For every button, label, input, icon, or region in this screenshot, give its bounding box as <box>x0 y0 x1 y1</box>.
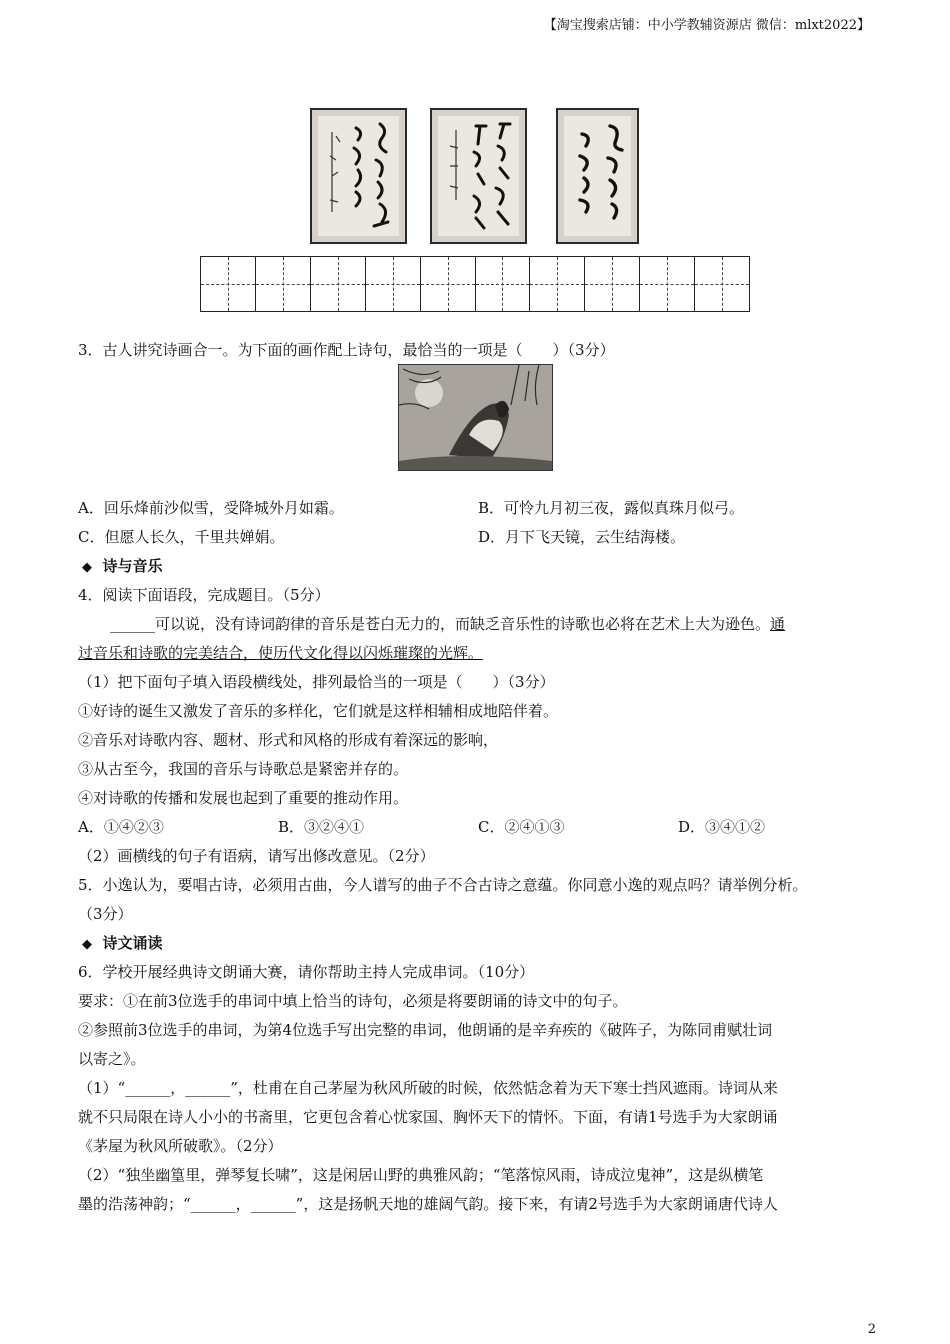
grid-cell <box>311 257 366 311</box>
grid-cell <box>640 257 695 311</box>
q6-part1-line3: 《茅屋为秋风所破歌》。（2分） <box>78 1137 283 1155</box>
diamond-icon: ◆ <box>82 560 92 575</box>
q4-paragraph-text: 可以说，没有诗词韵律的音乐是苍白无力的，而缺乏音乐性的诗歌也必将在艺术上大为逊色。 <box>155 615 771 633</box>
calligraphy-image-middle <box>430 108 527 244</box>
q4-option-a: A．①④②③ <box>78 818 164 836</box>
q4-sentence-1: ①好诗的诞生又激发了音乐的多样化，它们就是这样相辅相成地陪伴着。 <box>78 702 559 720</box>
q4-sub1: （1）把下面句子填入语段横线处，排列最恰当的一项是（ ）（3分） <box>78 673 555 691</box>
diamond-icon: ◆ <box>82 937 92 952</box>
q6-requirement-1: 要求：①在前3位选手的串词中填上恰当的诗句，必须是将要朗诵的诗文中的句子。 <box>78 992 628 1010</box>
header-note: 【淘宝搜索店铺：中小学教辅资源店 微信：mlxt2022】 <box>543 18 870 33</box>
q4-sub2: （2）画横线的句子有语病，请写出修改意见。（2分） <box>78 847 435 865</box>
q4-paragraph-underlined-sentence: 过音乐和诗歌的完美结合，使历代文化得以闪烁璀璨的光辉。 <box>78 644 484 662</box>
q3-option-d: D．月下飞天镜，云生结海楼。 <box>478 528 686 546</box>
grid-cell <box>366 257 421 311</box>
q3-stem: 3．古人讲究诗画合一。为下面的画作配上诗句，最恰当的一项是（ ）（3分） <box>78 341 615 359</box>
q4-paragraph-blank: ______ <box>110 615 155 633</box>
q6-part1-line1: （1）“______，______”，杜甫在自己茅屋为秋风所破的时候，依然惦念着为天下寒士挡风遮雨。诗词从来 <box>78 1079 778 1097</box>
q4-option-d: D．③④①② <box>678 818 766 836</box>
q6-requirement-2: ②参照前3位选手的串词，为第4位选手写出完整的串词，他朗诵的是辛弃疾的《破阵子，为陈同甫赋壮词 <box>78 1021 773 1039</box>
calligraphy-image-left <box>310 108 407 244</box>
page-number: 2 <box>867 1322 876 1337</box>
q4-option-b: B．③②④① <box>278 818 365 836</box>
calligraphy-image-right <box>556 108 639 244</box>
q4-sentence-3: ③从古至今，我国的音乐与诗歌总是紧密并存的。 <box>78 760 409 778</box>
grid-cell <box>256 257 311 311</box>
grid-cell <box>476 257 531 311</box>
q4-option-c: C．②④①③ <box>478 818 565 836</box>
writing-grid <box>200 256 750 312</box>
section-heading-music-text: 诗与音乐 <box>102 557 163 575</box>
q4-stem: 4．阅读下面语段，完成题目。（5分） <box>78 586 330 604</box>
q3-option-c: C．但愿人长久，千里共婵娟。 <box>78 528 285 546</box>
q6-part1-line2: 就不只局限在诗人小小的书斋里，它更包含着心忧家国、胸怀天下的情怀。下面，有请1号选手为大家朗诵 <box>78 1108 778 1126</box>
q4-paragraph-underline-start: 通 <box>770 615 786 633</box>
q4-paragraph-line1 <box>110 614 785 634</box>
q6-part2-line1: （2）“独坐幽篁里，弹琴复长啸”，这是闲居山野的典雅风韵；“笔落惊风雨，诗成泣鬼神”，这是纵横笔 <box>78 1166 764 1184</box>
q6-stem: 6．学校开展经典诗文朗诵大赛，请你帮助主持人完成串词。（10分） <box>78 963 535 981</box>
q3-option-a: A．回乐烽前沙似雪，受降城外月如霜。 <box>78 499 344 517</box>
grid-cell <box>421 257 476 311</box>
section-heading-recite-text: 诗文诵读 <box>102 934 163 952</box>
q3-option-b: B．可怜九月初三夜，露似真珠月似弓。 <box>478 499 745 517</box>
painting-image <box>398 364 553 471</box>
section-heading-music <box>82 556 162 578</box>
grid-cell <box>585 257 640 311</box>
q6-part2-line2: 墨的浩荡神韵；“______，______”，这是扬帆天地的雄阔气韵。接下来，有请2号选手为大家朗诵唐代诗人 <box>78 1195 778 1213</box>
grid-cell <box>530 257 585 311</box>
q5-line1: 5．小逸认为，要唱古诗，必须用古曲，今人谱写的曲子不合古诗之意蕴。你同意小逸的观点吗？请举例分析。 <box>78 876 808 894</box>
q6-requirement-3: 以寄之》。 <box>78 1050 146 1068</box>
q5-line2: （3分） <box>78 905 133 923</box>
grid-cell <box>695 257 749 311</box>
section-heading-recite <box>82 933 162 955</box>
q4-sentence-4: ④对诗歌的传播和发展也起到了重要的推动作用。 <box>78 789 409 807</box>
q4-sentence-2: ②音乐对诗歌内容、题材、形式和风格的形成有着深远的影响， <box>78 731 499 749</box>
grid-cell <box>201 257 256 311</box>
